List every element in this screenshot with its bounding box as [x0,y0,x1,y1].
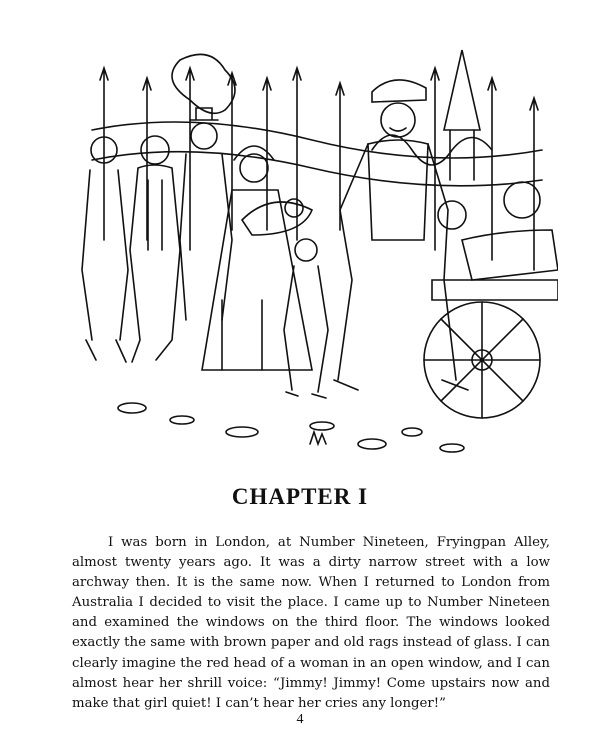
page-number: 4 [296,712,304,727]
chapter-paragraph: I was born in London, at Number Nineteen, Fryingpan Alley, almost twenty years ago. It was a dirty narrow street with a low archway then. It is the same now. When I returned to London from Australia I decided to visit the place. I came up to Number Nineteen and examined the windows on the third floor. The windows looked exactly the same with brown paper and old rags instead of glass. I can clearly imagine the red head of a woman in an open window, and I can almost hear her shrill voice: “Jimmy! Jimmy! Come upstairs now and make that girl quiet! I can’t hear her cries any longer!” [72,535,550,711]
funeral-procession-illustration [72,40,558,460]
chapter-title: CHAPTER I [231,484,369,509]
